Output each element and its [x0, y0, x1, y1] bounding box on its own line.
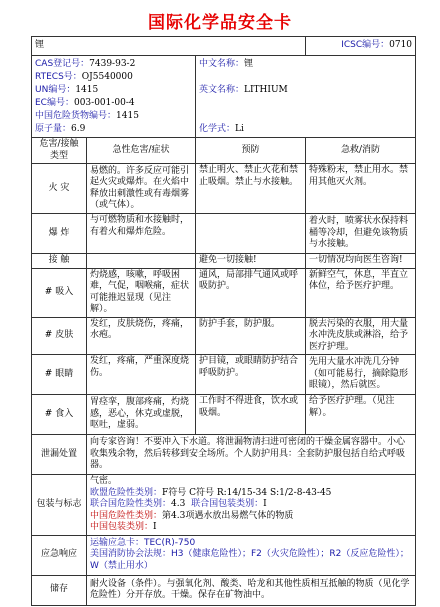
hazard-type: 爆 炸: [32, 214, 87, 254]
cn-class-label: 中国危险性类别：: [90, 510, 163, 521]
header-type: 危害/接触类型: [32, 138, 87, 164]
hazard-prevention: 避免一切接触!: [196, 254, 306, 269]
header-first-aid: 急救/消防: [306, 138, 416, 164]
packaging-row: [32, 475, 416, 536]
hazard-first-aid: 先用大量水冲洗几分钟（如可能易行，摘除隐形眼镜），然后就医。: [306, 355, 416, 395]
hazard-row-contact: [32, 254, 416, 269]
emergency-row: [32, 535, 416, 575]
cn-pack-value: I: [153, 522, 157, 532]
header-symptoms: 急性危害/症状: [87, 138, 196, 164]
emergency-label: 应急响应: [32, 535, 87, 575]
cn-pack-label: 中国包装类别：: [90, 522, 154, 532]
chinese-name-value: 锂: [244, 59, 254, 69]
eu-class-label: 欧盟危险性类别：: [90, 487, 163, 498]
english-name-value: LITHIUM: [244, 85, 288, 95]
hazard-row-skin: [32, 317, 416, 355]
rtecs-value: OJ5540000: [81, 72, 133, 82]
un-pack-label: 联合国包装类别：: [191, 499, 264, 509]
hazard-prevention: 防护手套，防护服。: [196, 317, 306, 355]
hazard-type: # 食入: [32, 395, 87, 435]
hazard-prevention: 通风，局部排气通风或呼吸防护。: [196, 268, 306, 317]
hazard-first-aid: 特殊粉末，禁止用水。禁用其他灭火剂。: [306, 164, 416, 214]
rtecs-label: RTECS号：: [35, 72, 82, 82]
cn-dangerous-goods-value: 1415: [116, 111, 139, 121]
hazard-row-eyes: [32, 355, 416, 395]
spill-label: 泄漏处置: [32, 435, 87, 475]
hazard-prevention: [196, 214, 306, 254]
icsc-label: ICSC编号：: [341, 40, 390, 51]
header-prevention: 预防: [196, 138, 306, 164]
hazard-type: 火 灾: [32, 164, 87, 214]
packaging-label: 包装与标志: [32, 475, 87, 536]
identification-row: [32, 56, 416, 138]
un-value: 1415: [75, 85, 99, 95]
storage-text: 耐火设备（条件）。与强氧化剂、酸类、哈龙和其他性质相互抵触的物质（见化学危险性）分开存放。干燥。保存在矿物油中。: [87, 575, 416, 605]
un-class-label: 联合国危险性类别：: [90, 499, 172, 509]
card-title: 国际化学品安全卡: [148, 13, 292, 33]
atomic-weight-value: 6.9: [71, 124, 86, 134]
hazard-prevention: 禁止明火、禁止火花和禁止吸烟。禁止与水接触。: [196, 164, 306, 214]
hazard-header-row: [32, 138, 416, 164]
hazard-type: # 吸入: [32, 268, 87, 317]
cas-value: 7439-93-2: [89, 59, 136, 69]
hazard-type: 接 触: [32, 254, 87, 269]
hazard-symptoms: 发红，皮肤烧伤，疼痛，水疱。: [87, 317, 196, 355]
hazard-row-inhalation: [32, 268, 416, 317]
un-class-value: 4.3: [171, 499, 186, 509]
hazard-first-aid: 脱去污染的衣服，用大量水冲洗皮肤或淋浴，给予医疗护理。: [306, 317, 416, 355]
ec-value: 003-001-00-4: [73, 98, 135, 108]
hazard-symptoms: [87, 254, 196, 269]
atomic-weight-label: 原子量：: [35, 124, 72, 134]
formula-value: Li: [235, 124, 244, 134]
chinese-name-label: 中文名称：: [199, 59, 245, 69]
hazard-first-aid: 给予医疗护理。（见注解）。: [306, 395, 416, 435]
hazard-symptoms: 发红，疼痛，严重深度烧伤。: [87, 355, 196, 395]
name-row: [32, 37, 416, 56]
safety-card-table: [31, 36, 416, 606]
hazard-symptoms: 胃痉挛，腹部疼痛，灼烧感，恶心，休克或虚脱，呕吐，虚弱。: [87, 395, 196, 435]
hazard-type: # 皮肤: [32, 317, 87, 355]
spill-row: [32, 435, 416, 475]
storage-row: [32, 575, 416, 605]
cn-class-value: 第4.3项遇水放出易燃气体的物质: [162, 510, 294, 521]
hazard-first-aid: 一切情况均向医生咨询!: [306, 254, 416, 269]
hazard-symptoms: 易燃的。许多反应可能引起火灾或爆炸。在火焰中释放出刺激性或有毒烟雾（或气体）。: [87, 164, 196, 214]
spill-text: 向专家咨询！不要冲入下水道。将泄漏物清扫进可密闭的干燥金属容器中。小心收集残余物，然后转移到安全场所。个人防护用具：全套防护服包括自给式呼吸器。: [87, 435, 416, 475]
un-label: UN编号：: [35, 85, 76, 95]
formula-label: 化学式：: [199, 124, 236, 134]
hazard-symptoms: 灼烧感，咳嗽，呼吸困难，气促，咽喉痛，症状可能推迟显现（见注解）。: [87, 268, 196, 317]
nfpa-code: 美国消防协会法规：H3（健康危险性）；F2（火灾危险性）；R2（反应危险性）；W（禁止用水）: [90, 549, 409, 571]
hazard-type: # 眼睛: [32, 355, 87, 395]
packaging-airtight: 气密。: [90, 476, 118, 486]
hazard-first-aid: 着火时，喷雾状水保持料桶等冷却，但避免该物质与水接触。: [306, 214, 416, 254]
english-name-label: 英文名称：: [199, 85, 245, 95]
icsc-value: 0710: [389, 40, 413, 51]
transport-card: 运输应急卡：TEC(R)-750: [90, 537, 196, 548]
chemical-name: 锂: [32, 37, 306, 56]
eu-class-value: F符号 C符号 R:14/15-34 S:1/2-8-43-45: [162, 487, 332, 498]
hazard-row-fire: [32, 164, 416, 214]
un-pack-value: I: [263, 499, 267, 509]
storage-label: 储存: [32, 575, 87, 605]
ec-label: EC编号：: [35, 98, 74, 108]
cn-dangerous-goods-label: 中国危险货物编号：: [35, 111, 117, 121]
cas-label: CAS登记号：: [35, 59, 90, 69]
hazard-row-explosion: [32, 214, 416, 254]
hazard-row-ingestion: [32, 395, 416, 435]
hazard-first-aid: 新鲜空气，休息，半直立体位，给予医疗护理。: [306, 268, 416, 317]
hazard-prevention: 工作时不得进食，饮水或吸烟。: [196, 395, 306, 435]
hazard-symptoms: 与可燃物质和水接触时，有着火和爆炸危险。: [87, 214, 196, 254]
hazard-prevention: 护目镜，或眼睛防护结合呼吸防护。: [196, 355, 306, 395]
